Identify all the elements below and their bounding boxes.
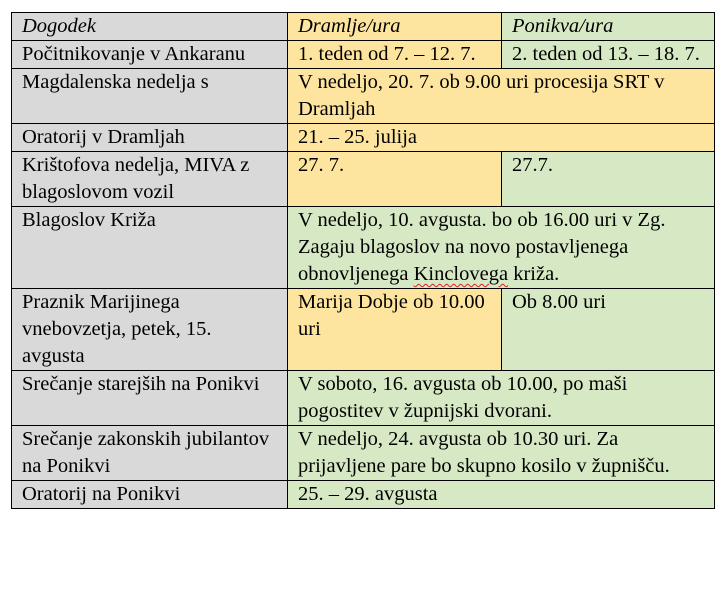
- dramlje-cell: 1. teden od 7. – 12. 7.: [288, 41, 502, 69]
- header-event: Dogodek: [12, 13, 288, 41]
- event-cell: Krištofova nedelja, MIVA z blagoslovom vozil: [12, 152, 288, 207]
- table-row: [12, 426, 715, 481]
- table-row: [12, 152, 715, 207]
- shared-cell: 21. – 25. julija: [288, 124, 715, 152]
- shared-text-after: križa.: [508, 263, 560, 285]
- event-cell: [12, 426, 288, 481]
- event-cell: Praznik Marijinega vnebovzetja, petek, 15. avgusta: [12, 289, 288, 371]
- shared-cell: V soboto, 16. avgusta ob 10.00, po maši pogostitev v župnijski dvorani.: [288, 371, 715, 426]
- shared-cell: V nedeljo, 24. avgusta ob 10.30 uri. Za prijavljene pare bo skupno kosilo v župnišču.: [288, 426, 715, 481]
- ponikva-cell: Ob 8.00 uri: [502, 289, 715, 371]
- header-row: [12, 13, 715, 41]
- event-line-1: Srečanje zakonskih jubilantov: [22, 428, 270, 450]
- event-cell: Srečanje starejših na Ponikvi: [12, 371, 288, 426]
- event-cell: Počitnikovanje v Ankaranu: [12, 41, 288, 69]
- table-row: [12, 481, 715, 509]
- shared-cell: 25. – 29. avgusta: [288, 481, 715, 509]
- event-cell: Oratorij na Ponikvi: [12, 481, 288, 509]
- header-dramlje: Dramlje/ura: [288, 13, 502, 41]
- shared-cell: V nedeljo, 20. 7. ob 9.00 uri procesija SRT v Dramljah: [288, 69, 715, 124]
- event-cell: Blagoslov Križa: [12, 207, 288, 289]
- table-row: [12, 371, 715, 426]
- shared-cell: [288, 207, 715, 289]
- spellcheck-marked-word: Kinclovega: [413, 263, 509, 285]
- event-cell: Oratorij v Dramljah: [12, 124, 288, 152]
- header-ponikva: Ponikva/ura: [502, 13, 715, 41]
- event-line-2: na Ponikvi: [22, 455, 111, 477]
- shared-text-before: V nedeljo, 10. avgusta. bo ob 16.00 uri v Zg. Zagaju blagoslov na novo postavljenega obnovljenega: [298, 209, 666, 285]
- event-cell: Magdalenska nedelja s: [12, 69, 288, 124]
- dramlje-cell: Marija Dobje ob 10.00 uri: [288, 289, 502, 371]
- events-table: [11, 12, 715, 509]
- ponikva-cell: 2. teden od 13. – 18. 7.: [502, 41, 715, 69]
- table-row: [12, 124, 715, 152]
- dramlje-cell: 27. 7.: [288, 152, 502, 207]
- table-row: [12, 289, 715, 371]
- table-row: [12, 69, 715, 124]
- table-row: [12, 207, 715, 289]
- table-row: [12, 41, 715, 69]
- ponikva-cell: 27.7.: [502, 152, 715, 207]
